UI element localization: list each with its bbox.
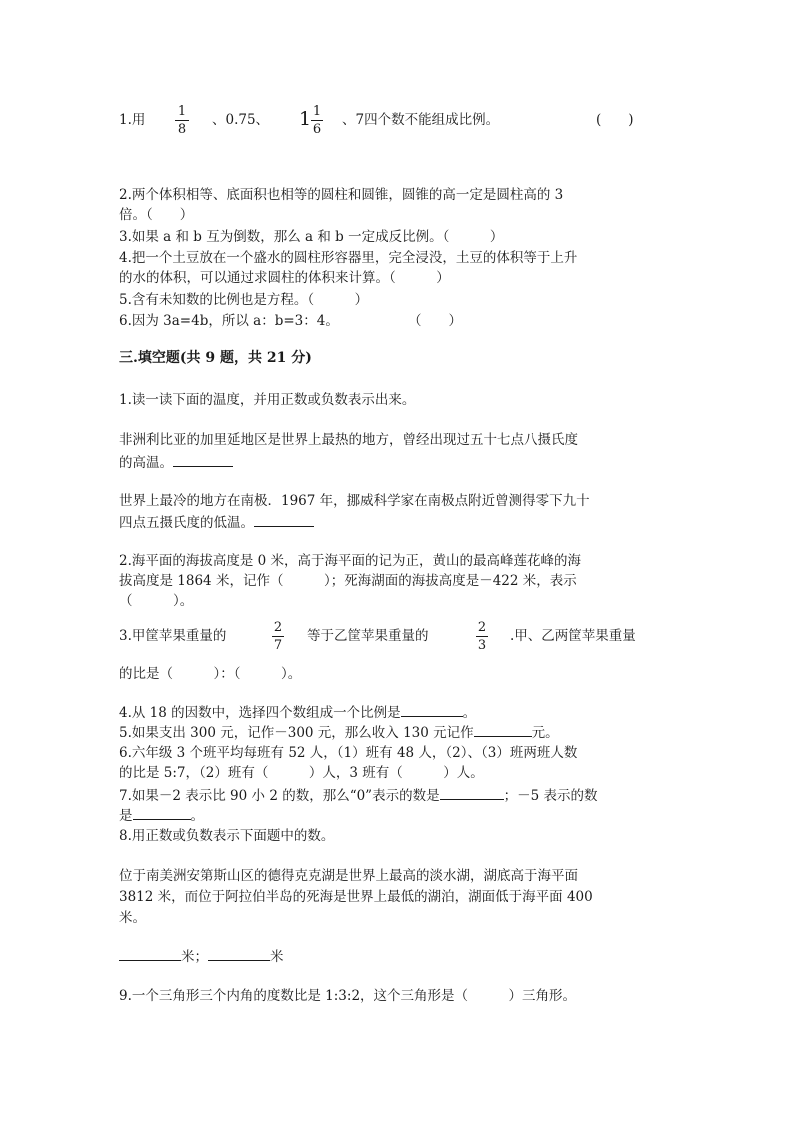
fill-q7-line1: 7.如果－2 表示比 90 小 2 的数，那么“0”表示的数是 ；－5 表示的数 [119, 785, 597, 806]
fill-q1-para2-line2: 四点五摄氏度的低温。 [119, 512, 314, 533]
fill-q8-para-line3: 米。 [119, 910, 146, 926]
tf-q4-line1: 4.把一个土豆放在一个盛水的圆柱形容器里，完全浸没，土豆的体积等于上升 [119, 250, 578, 266]
fill-q3-mid: 等于乙筐苹果重量的 [307, 628, 429, 644]
fill-q8-answers: 米； 米 [119, 946, 284, 967]
tf-q1 [119, 110, 145, 130]
tf-q3: 3.如果 a 和 b 互为倒数，那么 a 和 b 一定成反比例。（ ） [119, 229, 504, 245]
answer-blank[interactable] [133, 805, 191, 820]
tf-q1-post: 、7四个数不能组成比例。 [342, 112, 500, 128]
answer-blank[interactable] [254, 512, 314, 527]
answer-blank[interactable] [173, 452, 233, 467]
fill-q3-line2: 的比是（ ）：（ ）。 [119, 666, 302, 682]
fill-q2-line3: （ ）。 [119, 593, 194, 609]
answer-blank[interactable] [401, 702, 463, 717]
fill-q8-para-line1: 位于南美洲安第斯山区的德得克克湖是世界上最高的淡水湖，湖底高于海平面 [119, 868, 578, 884]
fill-q2-line2: 拔高度是 1864 米，记作（ ）；死海湖面的海拔高度是－422 米，表示 [119, 573, 577, 589]
tf-q1-answer-paren[interactable]: ( ) [596, 112, 634, 128]
fill-q3-post: .甲、乙两筐苹果重量 [510, 628, 636, 644]
tf-q1-prefix: 1.用 [119, 112, 146, 128]
tf-q1-mid: 、0.75、 [212, 112, 270, 128]
answer-blank[interactable] [474, 722, 532, 737]
tf-q1-mixed-int: 1 [299, 108, 312, 130]
fill-q5: 5.如果支出 300 元，记作－300 元，那么收入 130 元记作 元。 [119, 722, 559, 743]
fill-q6-line1: 6.六年级 3 个班平均每班有 52 人，（1）班有 48 人，（2）、（3）班两班人数 [119, 745, 578, 761]
section-heading: 三.填空题(共 9 题，共 21 分) [119, 350, 312, 366]
tf-q4-line2: 的水的体积，可以通过求圆柱的体积来计算。（ ） [119, 270, 450, 286]
tf-q6 [119, 311, 339, 331]
fill-q1-para2-line1: 世界上最冷的地方在南极．1967 年，挪威科学家在南极点附近曾测得零下九十 [119, 493, 590, 509]
fill-q6-line2: 的比是 5:7，（2）班有（ ）人，3 班有（ ）人。 [119, 765, 484, 781]
fill-q4: 4.从 18 的因数中，选择四个数组成一个比例是 。 [119, 702, 476, 723]
tf-q1-fraction-1-8: 1 8 [175, 104, 189, 137]
answer-blank[interactable] [440, 785, 504, 800]
fill-q2-line1: 2.海平面的海拔高度是 0 米，高于海平面的记为正，黄山的最高峰莲花峰的海 [119, 553, 582, 569]
fill-q8-para-line2: 3812 米，而位于阿拉伯半岛的死海是世界上最低的湖泊，湖面低于海平面 400 [119, 889, 593, 905]
fill-q7-line2: 是 。 [119, 805, 204, 826]
fill-q8-intro: 8.用正数或负数表示下面题中的数。 [119, 828, 335, 844]
fill-q3-fraction-2-3: 2 3 [477, 620, 487, 653]
answer-blank[interactable] [208, 946, 270, 961]
tf-q1-mixed-fraction: 1 6 [312, 104, 322, 137]
fill-q1-para1-line2: 的高温。 [119, 452, 233, 473]
fill-q3-fraction-2-7: 2 7 [273, 620, 283, 653]
tf-q2-line1: 2.两个体积相等、底面积也相等的圆柱和圆锥，圆锥的高一定是圆柱高的 3 [119, 187, 564, 203]
tf-q6-text: 6.因为 3a=4b，所以 a：b=3：4。 [119, 313, 339, 329]
fill-q3-pre: 3.甲筐苹果重量的 [119, 628, 227, 644]
fill-q9: 9.一个三角形三个内角的度数比是 1:3:2，这个三角形是（ ）三角形。 [119, 988, 577, 1004]
tf-q5: 5.含有未知数的比例也是方程。（ ） [119, 292, 369, 308]
tf-q2-line2: 倍。（ ） [119, 207, 194, 223]
tf-q6-answer-paren[interactable]: （ ） [408, 313, 462, 329]
answer-blank[interactable] [119, 946, 181, 961]
fill-q1-para1-line1: 非洲利比亚的加里延地区是世界上最热的地方，曾经出现过五十七点八摄氏度 [119, 432, 578, 448]
fill-q1-intro: 1.读一读下面的温度，并用正数或负数表示出来。 [119, 392, 416, 408]
